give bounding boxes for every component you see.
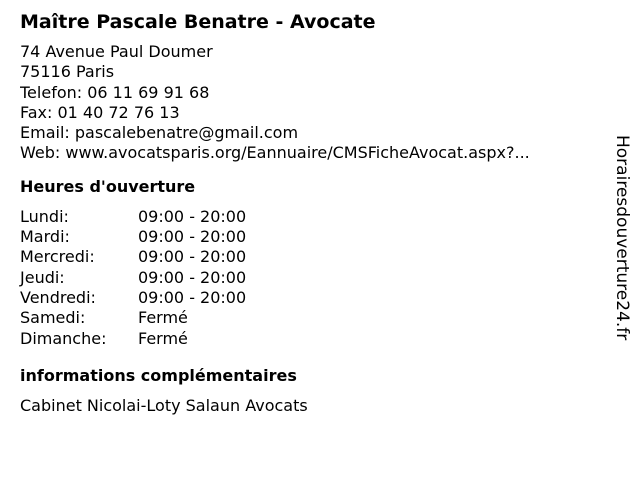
hours-time: Fermé	[138, 308, 188, 328]
info-heading: informations complémentaires	[20, 365, 297, 385]
info-text: Cabinet Nicolai-Loty Salaun Avocats	[20, 395, 308, 415]
hours-day: Lundi:	[20, 206, 69, 226]
business-card	[20, 10, 600, 416]
hours-time: 09:00 - 20:00	[138, 287, 247, 307]
hours-day: Vendredi:	[20, 287, 96, 307]
website-link[interactable]: Web: www.avocatsparis.org/Eannuaire/CMSFicheAvocat.aspx?...	[20, 143, 530, 163]
hours-day: Dimanche:	[20, 328, 107, 348]
address-city: 75116 Paris	[20, 62, 115, 82]
phone-number: Telefon: 06 11 69 91 68	[20, 82, 210, 102]
hours-time: 09:00 - 20:00	[138, 206, 247, 226]
fax-number: Fax: 01 40 72 76 13	[20, 102, 180, 122]
hours-row-vendredi	[20, 288, 600, 308]
hours-time: Fermé	[138, 328, 188, 348]
hours-row-samedi	[20, 308, 600, 328]
hours-row-mercredi	[20, 247, 600, 267]
page-title: Maître Pascale Benatre - Avocate	[20, 11, 376, 33]
hours-day: Jeudi:	[20, 267, 65, 287]
hours-row-jeudi	[20, 268, 600, 288]
hours-time: 09:00 - 20:00	[138, 247, 247, 267]
hours-time: 09:00 - 20:00	[138, 227, 247, 247]
contact-block	[20, 42, 600, 164]
hours-day: Mardi:	[20, 227, 70, 247]
hours-day: Mercredi:	[20, 247, 95, 267]
hours-day: Samedi:	[20, 308, 86, 328]
hours-heading: Heures d'ouverture	[20, 176, 196, 196]
hours-time: 09:00 - 20:00	[138, 267, 247, 287]
hours-row-dimanche	[20, 329, 600, 349]
hours-table	[20, 207, 600, 349]
brand-watermark: Horairesdouverture24.fr	[612, 135, 632, 341]
hours-row-lundi	[20, 207, 600, 227]
hours-row-mardi	[20, 227, 600, 247]
email-address: Email: pascalebenatre@gmail.com	[20, 123, 299, 143]
address-street: 74 Avenue Paul Doumer	[20, 42, 213, 61]
